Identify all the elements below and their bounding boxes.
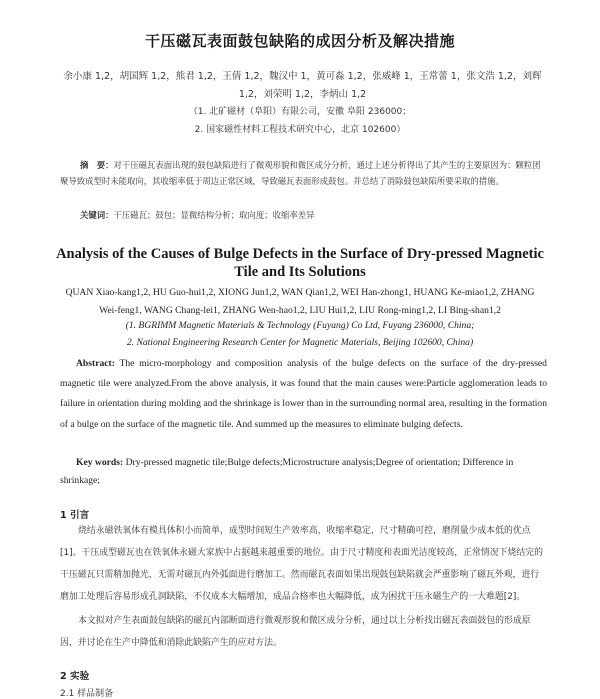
affiliation-en-2: 2. National Engineering Research Center for Magnetic Materials, Beijing 102600, China) <box>126 337 474 348</box>
affiliation-en-1: (1. BGRIMM Magnetic Materials & Technology (Fuyang) Co Ltd, Fuyang 236000, China; <box>125 320 475 331</box>
abstract-en-text: The micro-morphology and composition analysis of the bulge defects on the surface of the dry-pressed magnetic tile were analyzed.From the above analysis, it was found that the main causes were:Particle agglomeration leads to failure in orientation during molding and the shrinkage is lower than in the surrounding normal area, resulting in the formation of a bulge on the surface of the magnetic tile. And summed up the measures to eliminate bulging defects. <box>60 358 547 430</box>
abstract-cn-text: 对干压磁瓦表面出现的鼓包缺陷进行了微观形貌和微区成分分析，通过上述分析得出了其产生的主要原因为：颗粒团聚导致成型时未能取向，其收缩率低于周边正常区域，导致磁瓦表面形成鼓包。并总结了消除鼓包缺陷所要采取的措施。 <box>60 160 541 186</box>
abstract-cn-label: 摘 要： <box>80 160 114 170</box>
section-1-heading: 1 引言 <box>60 510 90 521</box>
abstract-en-label: Abstract: <box>76 358 115 369</box>
keywords-cn-text: 干压磁瓦；鼓包；显微结构分析；取向度；收缩率差异 <box>113 210 315 220</box>
paper-title-en: Analysis of the Causes of Bulge Defects in the Surface of Dry-pressed Magnetic Tile and Its Solutions <box>56 246 544 280</box>
section-2-heading: 2 实验 <box>60 671 90 682</box>
section-2-1-heading: 2.1 样品制备 <box>60 689 114 699</box>
authors-en: QUAN Xiao-kang1,2, HU Guo-hui1,2, XIONG Jun1,2, WAN Qian1,2, WEI Han-zhong1, HUANG Ke-miao1,2, ZHANG Wei-feng1, WANG Chang-lei1, ZHANG Wen-hao1,2, LIU Hui1,2, LIU Rong-ming1,2, LI Bing-shan1,2 <box>65 287 535 316</box>
section-1-paragraph-1: 烧结永磁铁氧体有模具体积小而简单，成型时间短生产效率高，收缩率稳定，尺寸精确可控，磨削量少成本低的优点[1]。干压成型磁瓦也在铁氧体永磁大家族中占据越来越重要的地位。由于尺寸精度和表面光洁度较高，正常情况下烧结完的干压磁瓦只需精加抛光，无需对磁瓦内外弧面进行磨加工。然而磁瓦表面如果出现鼓包缺陷就会严重影响了磁瓦外观，进行磨加工处理后容易形成孔洞缺陷，不仅成本大幅增加，成品合格率也大幅降低，成为困扰干压永磁生产的一大难题[2]。 <box>60 526 543 602</box>
section-1-paragraph-2: 本文拟对产生表面鼓包缺陷的磁瓦内部断面进行微观形貌和微区成分分析，通过以上分析找出磁瓦表面鼓包的形成原因，并讨论在生产中降低和消除此缺陷产生的应对方法。 <box>60 616 531 648</box>
paper-title-cn: 干压磁瓦表面鼓包缺陷的成因分析及解决措施 <box>144 32 455 50</box>
affiliation-cn-1: （1. 北矿磁材（阜阳）有限公司，安徽 阜阳 236000； <box>188 107 412 117</box>
keywords-cn <box>80 209 550 221</box>
keywords-en <box>60 454 547 490</box>
keywords-cn-label: 关键词： <box>80 210 114 220</box>
affiliation-cn-2: 2. 国家磁性材料工程技术研究中心，北京 102600） <box>194 125 406 135</box>
authors-cn: 余小康 1,2，胡国辉 1,2，熊君 1,2，王倩 1,2，魏汉中 1，黄可淼 1,2，张威峰 1，王常蕾 1，张文浩 1,2，刘辉 1,2，刘荣明 1,2，李炳山 1,2 <box>63 71 542 100</box>
keywords-en-text: Dry-pressed magnetic tile;Bulge defects;Microstructure analysis;Degree of orientation; Difference in shrinkage; <box>60 457 514 486</box>
keywords-en-label: Key words: <box>76 457 124 468</box>
abstract-cn <box>60 157 548 189</box>
abstract-en <box>60 354 547 435</box>
